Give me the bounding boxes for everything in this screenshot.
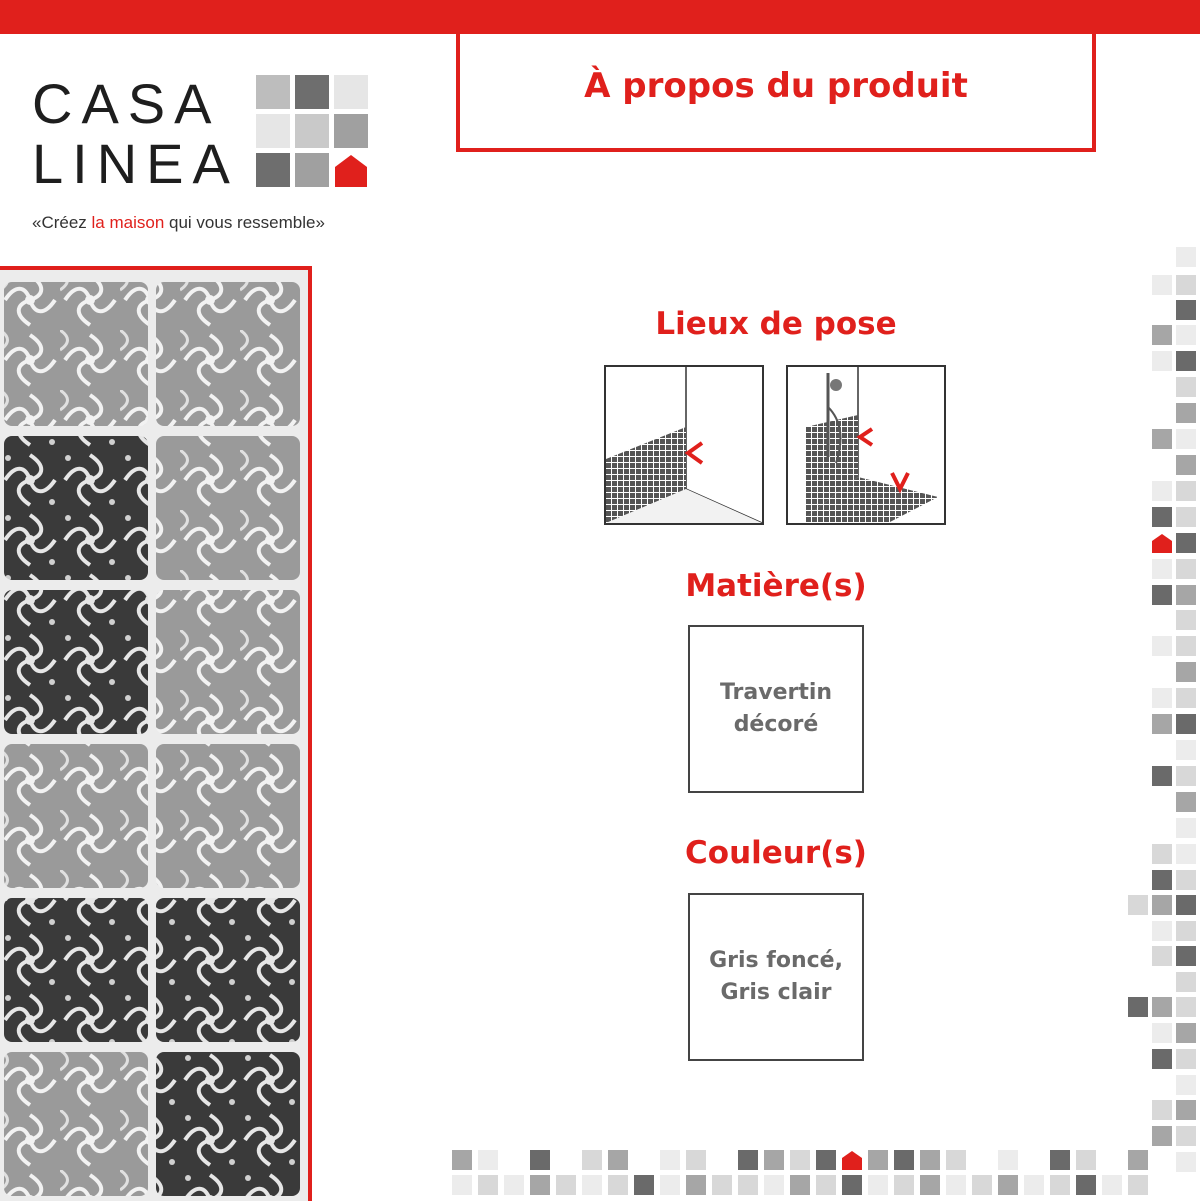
- pixel-square: [1176, 1152, 1196, 1172]
- pixel-square: [1152, 481, 1172, 501]
- pixel-square: [660, 1150, 680, 1170]
- pixel-square: [1076, 1150, 1096, 1170]
- pixel-square: [478, 1175, 498, 1195]
- house-accent-icon: [842, 1150, 862, 1170]
- pixel-square: [1176, 818, 1196, 838]
- shower-tiling-icon: [786, 365, 946, 525]
- pixel-square: [1176, 766, 1196, 786]
- pixel-square: [452, 1175, 472, 1195]
- material-line-1: Travertin: [719, 680, 833, 705]
- tagline: «Créez la maison qui vous ressemble»: [32, 213, 325, 232]
- pixel-square: [894, 1175, 914, 1195]
- pixel-square: [634, 1175, 654, 1195]
- pixel-square: [1128, 1175, 1148, 1195]
- pixel-square: [504, 1175, 524, 1195]
- pixel-square: [1152, 895, 1172, 915]
- pixel-square: [1176, 275, 1196, 295]
- pixel-square: [1152, 714, 1172, 734]
- pixel-square: [582, 1150, 602, 1170]
- pixel-square: [1176, 429, 1196, 449]
- pixel-square: [1152, 1049, 1172, 1069]
- pixel-square: [790, 1175, 810, 1195]
- tile-grid-house-icon: [256, 75, 368, 187]
- pixel-square: [868, 1175, 888, 1195]
- material-box: [688, 625, 864, 793]
- pixel-square: [1128, 895, 1148, 915]
- pixel-square: [1176, 585, 1196, 605]
- pixel-square: [582, 1175, 602, 1195]
- pixel-square: [1152, 997, 1172, 1017]
- header-box: [456, 34, 1096, 152]
- section-title-matiere: Matière(s): [685, 568, 867, 604]
- pixel-square: [998, 1150, 1018, 1170]
- pixel-square: [868, 1150, 888, 1170]
- pixel-square: [1152, 325, 1172, 345]
- pixel-square: [1176, 688, 1196, 708]
- pixel-square: [608, 1150, 628, 1170]
- pixel-square: [1176, 533, 1196, 553]
- pixel-square: [1152, 275, 1172, 295]
- pixel-square: [1152, 559, 1172, 579]
- top-accent-bar: [0, 0, 1200, 34]
- pixel-square: [1176, 559, 1196, 579]
- logo-word-linea: LINEA: [32, 132, 239, 195]
- wall-tiling-icon: [604, 365, 764, 525]
- pixel-square: [1176, 247, 1196, 267]
- pixel-square: [1176, 455, 1196, 475]
- pixel-square: [1152, 351, 1172, 371]
- pixel-square: [1176, 921, 1196, 941]
- pixel-square: [764, 1175, 784, 1195]
- pixel-square: [1050, 1175, 1070, 1195]
- pixel-square: [1176, 325, 1196, 345]
- pixel-square: [1176, 714, 1196, 734]
- pixel-square: [816, 1150, 836, 1170]
- pixel-square: [1152, 921, 1172, 941]
- pixel-square: [946, 1150, 966, 1170]
- pixel-square: [1152, 844, 1172, 864]
- color-box: [688, 893, 864, 1061]
- pixel-square: [1176, 662, 1196, 682]
- pixel-square: [1152, 1023, 1172, 1043]
- pixel-square: [1176, 895, 1196, 915]
- pixel-square: [764, 1150, 784, 1170]
- pixel-square: [816, 1175, 836, 1195]
- logo-word-casa: CASA: [32, 72, 221, 135]
- pixel-square: [1152, 429, 1172, 449]
- pixel-square: [478, 1150, 498, 1170]
- pixel-square: [1176, 610, 1196, 630]
- pixel-square: [1076, 1175, 1096, 1195]
- pixel-square: [738, 1175, 758, 1195]
- color-line-1: Gris foncé,: [709, 948, 843, 973]
- pixel-square: [660, 1175, 680, 1195]
- pixel-square: [1176, 403, 1196, 423]
- pixel-square: [972, 1175, 992, 1195]
- pixel-square: [1152, 585, 1172, 605]
- pixel-square: [686, 1150, 706, 1170]
- pixel-square: [1176, 377, 1196, 397]
- pixel-square: [1176, 1075, 1196, 1095]
- pixel-square: [790, 1150, 810, 1170]
- pixel-square: [1128, 997, 1148, 1017]
- pixel-square: [1176, 997, 1196, 1017]
- pixel-square: [1176, 1126, 1196, 1146]
- travertine-mosaic-photo: [0, 266, 312, 1201]
- pixel-square: [894, 1150, 914, 1170]
- section-title-couleur: Couleur(s): [685, 835, 867, 871]
- pixel-square: [530, 1175, 550, 1195]
- pixel-square: [1176, 351, 1196, 371]
- pixel-square: [452, 1150, 472, 1170]
- house-accent-icon: [1152, 533, 1172, 553]
- pixel-square: [1152, 870, 1172, 890]
- pixel-square: [530, 1150, 550, 1170]
- page-title: À propos du produit: [584, 66, 968, 106]
- pixel-square: [1176, 300, 1196, 320]
- pixel-square: [1050, 1150, 1070, 1170]
- pixel-square: [920, 1175, 940, 1195]
- pixel-square: [1176, 740, 1196, 760]
- pixel-square: [1176, 946, 1196, 966]
- pixel-square: [1152, 1100, 1172, 1120]
- pixel-square: [1152, 507, 1172, 527]
- pixel-square: [738, 1150, 758, 1170]
- pixel-square: [712, 1175, 732, 1195]
- pixel-square: [1176, 972, 1196, 992]
- pixel-square: [1176, 481, 1196, 501]
- color-line-2: Gris clair: [720, 980, 832, 1005]
- pixel-square: [1176, 792, 1196, 812]
- pixel-square: [842, 1175, 862, 1195]
- pixel-square: [946, 1175, 966, 1195]
- pixel-square: [1102, 1175, 1122, 1195]
- pixel-square: [1128, 1150, 1148, 1170]
- pixel-square: [556, 1175, 576, 1195]
- pixel-square: [1152, 1126, 1172, 1146]
- pixel-square: [686, 1175, 706, 1195]
- pixel-square: [1176, 636, 1196, 656]
- pixel-square: [1152, 688, 1172, 708]
- pixel-square: [998, 1175, 1018, 1195]
- pixel-square: [1176, 870, 1196, 890]
- material-line-2: décoré: [733, 712, 819, 737]
- pixel-square: [920, 1150, 940, 1170]
- pixel-square: [1176, 1049, 1196, 1069]
- pixel-square: [1176, 1023, 1196, 1043]
- pixel-square: [1176, 507, 1196, 527]
- pixel-square: [1152, 636, 1172, 656]
- pixel-square: [1176, 1100, 1196, 1120]
- section-title-lieux: Lieux de pose: [655, 306, 897, 342]
- pixel-square: [1176, 844, 1196, 864]
- pixel-square: [1024, 1175, 1044, 1195]
- pixel-square: [1152, 766, 1172, 786]
- pixel-square: [1152, 946, 1172, 966]
- pixel-square: [608, 1175, 628, 1195]
